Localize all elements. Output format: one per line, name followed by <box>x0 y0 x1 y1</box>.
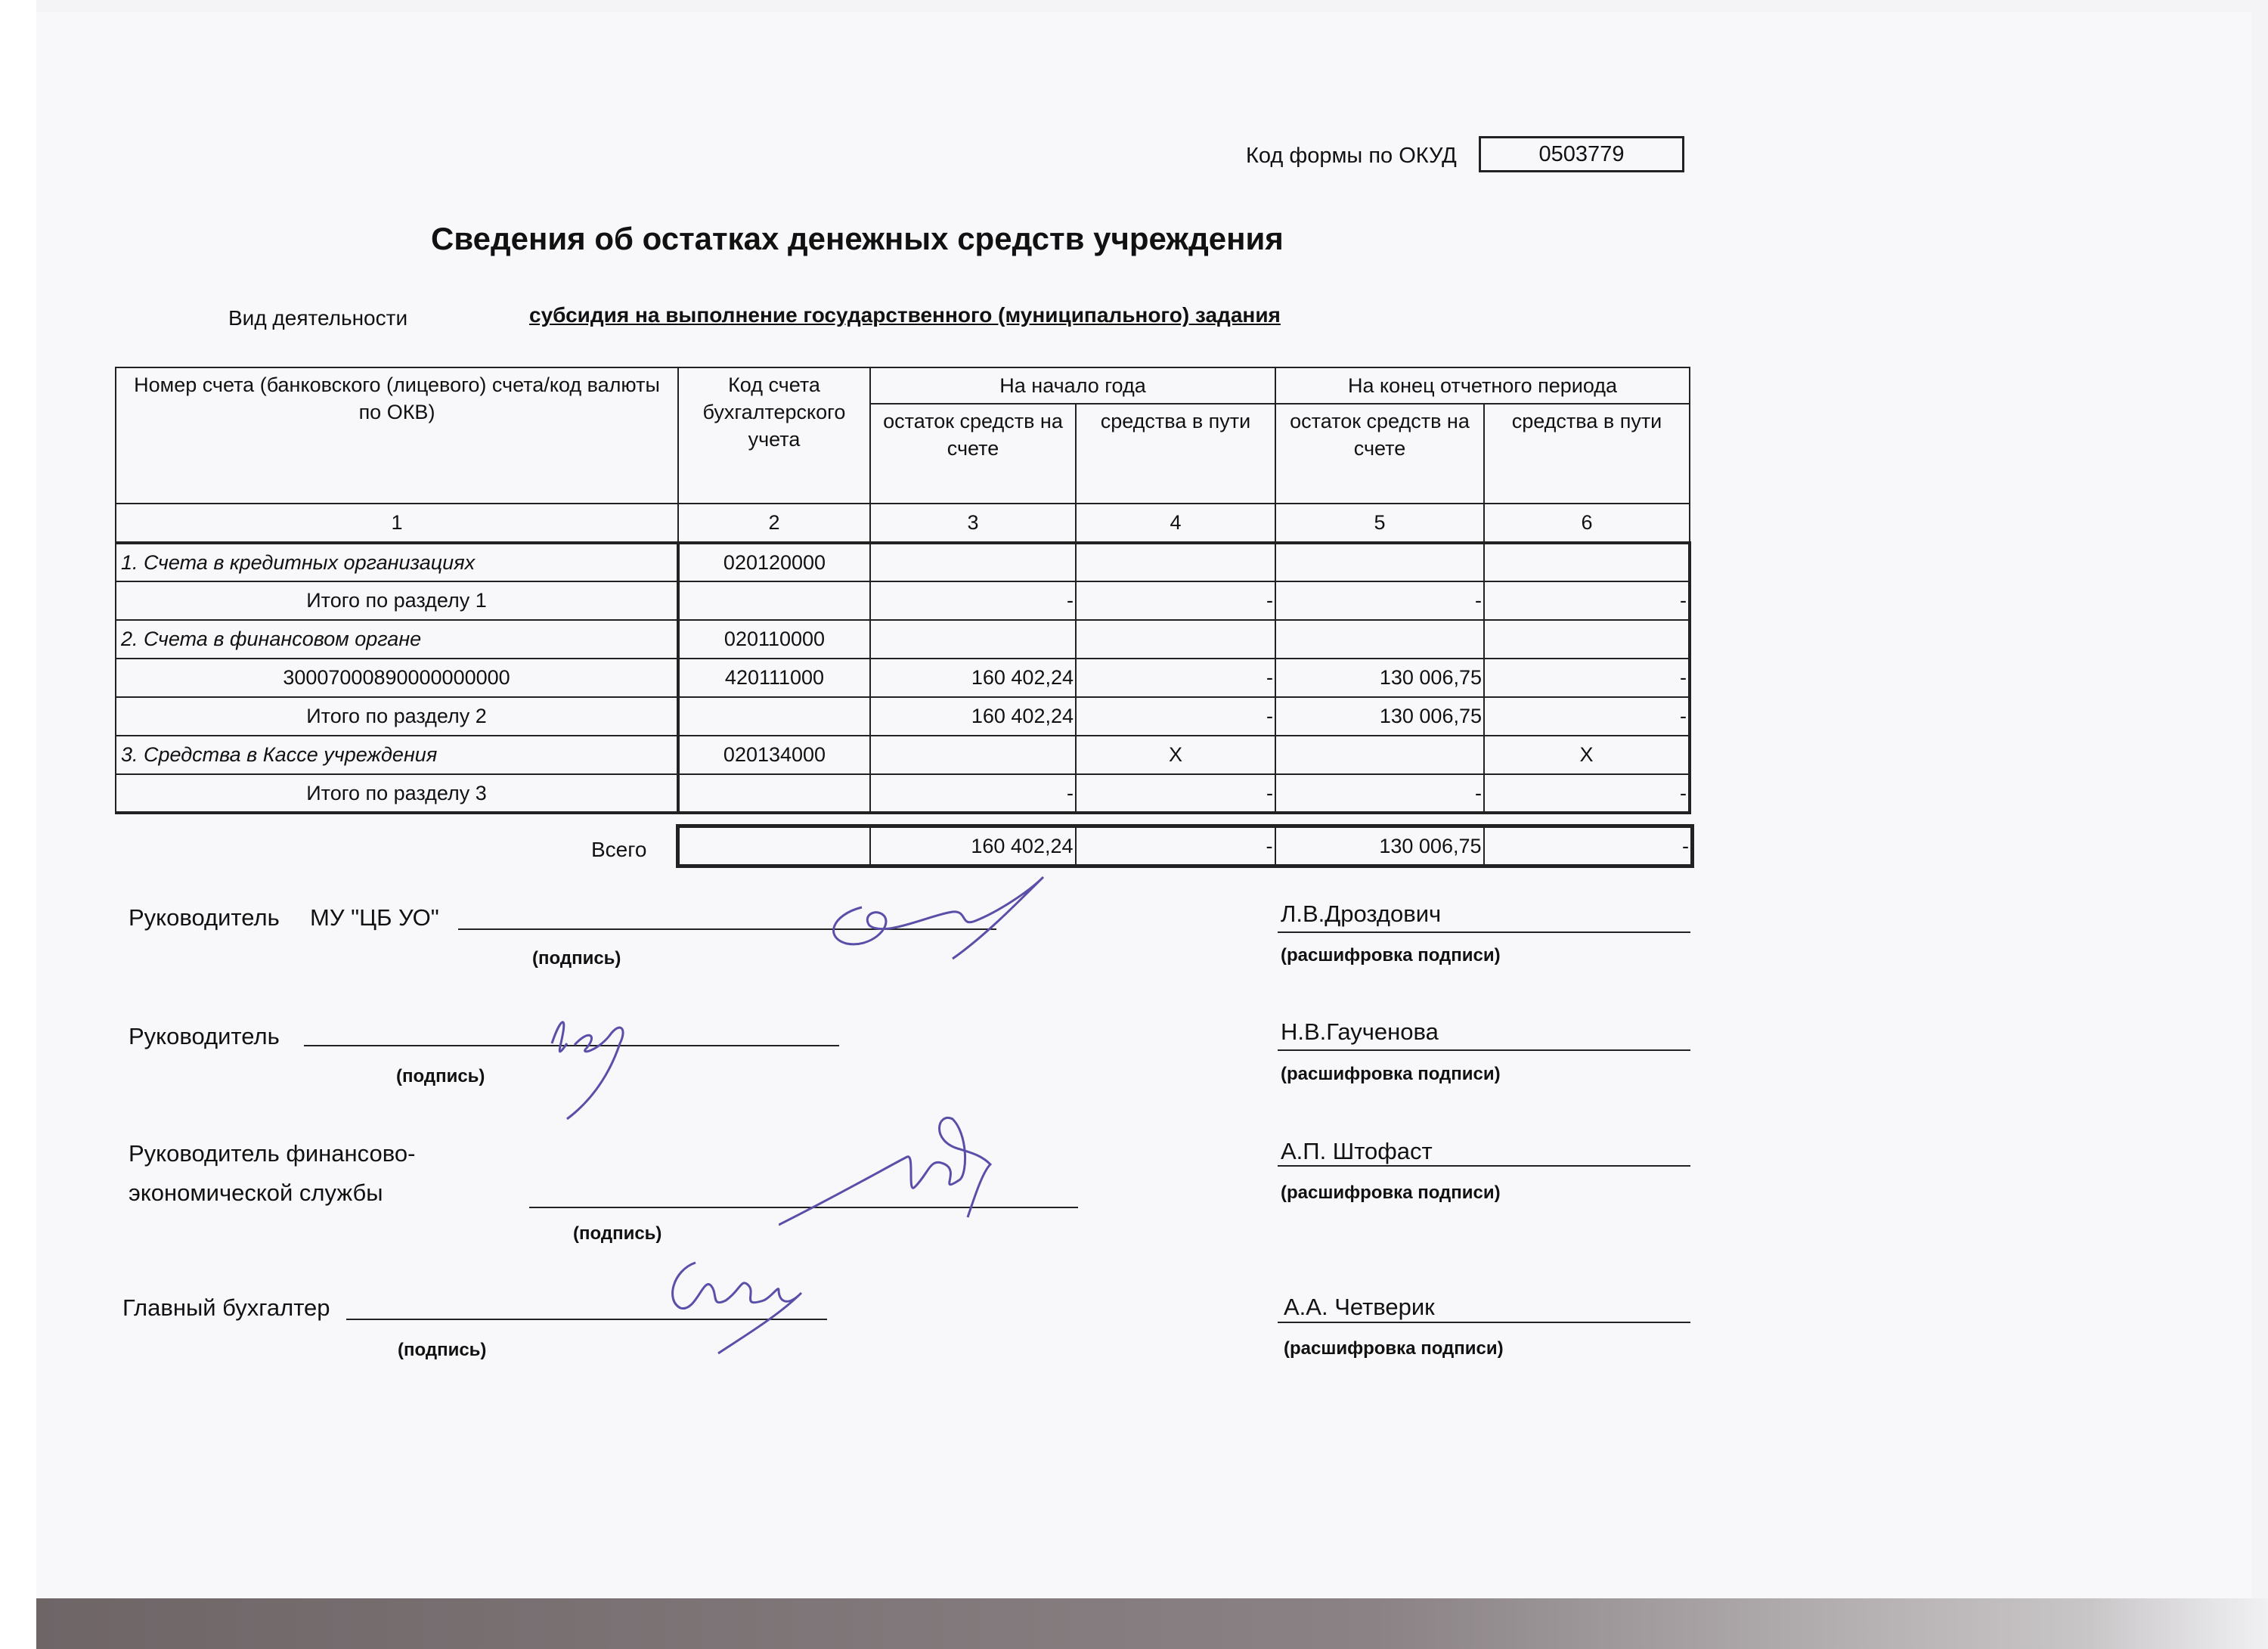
total-label: Всего <box>591 838 647 861</box>
row-name: 1. Счета в кредитных организациях <box>116 543 678 581</box>
head-cb-org: МУ "ЦБ УО" <box>310 904 439 931</box>
balances-table <box>115 367 1691 814</box>
row-start-transit <box>1076 620 1275 659</box>
row-start-balance: - <box>870 581 1076 620</box>
okud-label: Код формы по ОКУД <box>1246 144 1457 168</box>
head-decode-line <box>1278 1049 1690 1051</box>
row-start-transit: - <box>1076 774 1275 813</box>
scan-left-margin <box>0 0 36 1649</box>
column-number: 1 <box>116 504 678 543</box>
row-name: Итого по разделу 1 <box>116 581 678 620</box>
head-name: Н.В.Гаученова <box>1281 1018 1439 1045</box>
total-start-transit: - <box>1076 826 1275 866</box>
row-end-transit: X <box>1484 736 1690 774</box>
header-account-number: Номер счета (банковского (лицевого) счета/код валюты по ОКВ) <box>116 367 678 504</box>
row-name: Итого по разделу 3 <box>116 774 678 813</box>
header-group-end: На конец отчетного периода <box>1275 367 1690 404</box>
header-group-start: На начало года <box>870 367 1275 404</box>
okud-code-box <box>1479 136 1684 172</box>
row-end-transit <box>1484 543 1690 581</box>
row-start-balance <box>870 736 1076 774</box>
decode-caption: (расшифровка подписи) <box>1281 945 1501 966</box>
header-start-balance: остаток средств на счете <box>870 404 1076 504</box>
row-code: 020110000 <box>678 620 870 659</box>
row-name: 30007000890000000000 <box>116 659 678 697</box>
row-code <box>678 774 870 813</box>
okud-code: 0503779 <box>1538 141 1625 166</box>
row-end-transit: - <box>1484 697 1690 736</box>
sign-caption: (подпись) <box>396 1066 485 1086</box>
table-row <box>116 774 1690 813</box>
row-end-balance <box>1275 620 1484 659</box>
activity-label: Вид деятельности <box>228 306 408 330</box>
signature-chetverik <box>658 1248 816 1361</box>
row-name: Итого по разделу 2 <box>116 697 678 736</box>
row-end-transit <box>1484 620 1690 659</box>
decode-caption: (расшифровка подписи) <box>1281 1183 1501 1203</box>
header-account-code: Код счета бухгалтерского учета <box>678 367 870 504</box>
total-start-balance: 160 402,24 <box>870 826 1076 866</box>
table-row <box>116 620 1690 659</box>
row-start-transit: X <box>1076 736 1275 774</box>
row-end-transit: - <box>1484 774 1690 813</box>
header-end-balance: остаток средств на счете <box>1275 404 1484 504</box>
signature-drozdovich <box>816 862 1058 960</box>
column-number: 4 <box>1076 504 1275 543</box>
document-title: Сведения об остатках денежных средств учреждения <box>431 221 1284 256</box>
total-end-balance: 130 006,75 <box>1275 826 1484 866</box>
activity-value: субсидия на выполнение государственного (муниципального) задания <box>529 303 1281 327</box>
head-role: Руководитель <box>129 1023 280 1049</box>
row-name: 3. Средства в Кассе учреждения <box>116 736 678 774</box>
table-row <box>116 581 1690 620</box>
row-start-balance: 160 402,24 <box>870 659 1076 697</box>
row-code: 020134000 <box>678 736 870 774</box>
chief-accountant-name: А.А. Четверик <box>1284 1294 1435 1320</box>
row-code: 020120000 <box>678 543 870 581</box>
table-row <box>116 543 1690 581</box>
row-end-balance: - <box>1275 581 1484 620</box>
fin-head-decode-line <box>1278 1165 1690 1167</box>
sign-caption: (подпись) <box>398 1340 487 1360</box>
head-cb-role: Руководитель <box>129 904 280 931</box>
decode-caption: (расшифровка подписи) <box>1281 1064 1501 1084</box>
row-start-balance: - <box>870 774 1076 813</box>
row-start-transit: - <box>1076 697 1275 736</box>
row-end-balance: - <box>1275 774 1484 813</box>
column-number: 3 <box>870 504 1076 543</box>
total-end-transit: - <box>1484 826 1693 866</box>
table-row <box>116 697 1690 736</box>
signature-gauchenova <box>537 1006 673 1127</box>
row-start-balance <box>870 620 1076 659</box>
row-name: 2. Счета в финансовом органе <box>116 620 678 659</box>
row-code: 420111000 <box>678 659 870 697</box>
head-cb-name: Л.В.Дроздович <box>1281 900 1442 927</box>
row-end-balance <box>1275 736 1484 774</box>
fin-head-name: А.П. Штофаст <box>1281 1138 1433 1164</box>
header-start-in-transit: средства в пути <box>1076 404 1275 504</box>
column-number: 2 <box>678 504 870 543</box>
row-end-balance <box>1275 543 1484 581</box>
row-code <box>678 581 870 620</box>
row-start-balance <box>870 543 1076 581</box>
row-start-balance: 160 402,24 <box>870 697 1076 736</box>
header-end-in-transit: средства в пути <box>1484 404 1690 504</box>
row-start-transit <box>1076 543 1275 581</box>
table-row <box>116 736 1690 774</box>
scan-bottom-edge <box>36 1598 2268 1649</box>
chief-accountant-role: Главный бухгалтер <box>122 1294 330 1321</box>
head-cb-decode-line <box>1278 931 1690 933</box>
table-row <box>116 659 1690 697</box>
row-end-balance: 130 006,75 <box>1275 659 1484 697</box>
row-end-transit: - <box>1484 581 1690 620</box>
row-code <box>678 697 870 736</box>
sign-caption: (подпись) <box>573 1223 662 1244</box>
signature-shtofast <box>779 1104 1021 1232</box>
row-start-transit: - <box>1076 659 1275 697</box>
total-code <box>678 826 870 866</box>
decode-caption: (расшифровка подписи) <box>1284 1338 1504 1359</box>
row-start-transit: - <box>1076 581 1275 620</box>
sign-caption: (подпись) <box>532 948 621 969</box>
row-end-balance: 130 006,75 <box>1275 697 1484 736</box>
fin-head-role-line2: экономической службы <box>129 1179 383 1206</box>
fin-head-role-line1: Руководитель финансово- <box>129 1140 416 1167</box>
column-number: 5 <box>1275 504 1484 543</box>
row-end-transit: - <box>1484 659 1690 697</box>
chief-accountant-decode-line <box>1278 1322 1690 1323</box>
column-number: 6 <box>1484 504 1690 543</box>
